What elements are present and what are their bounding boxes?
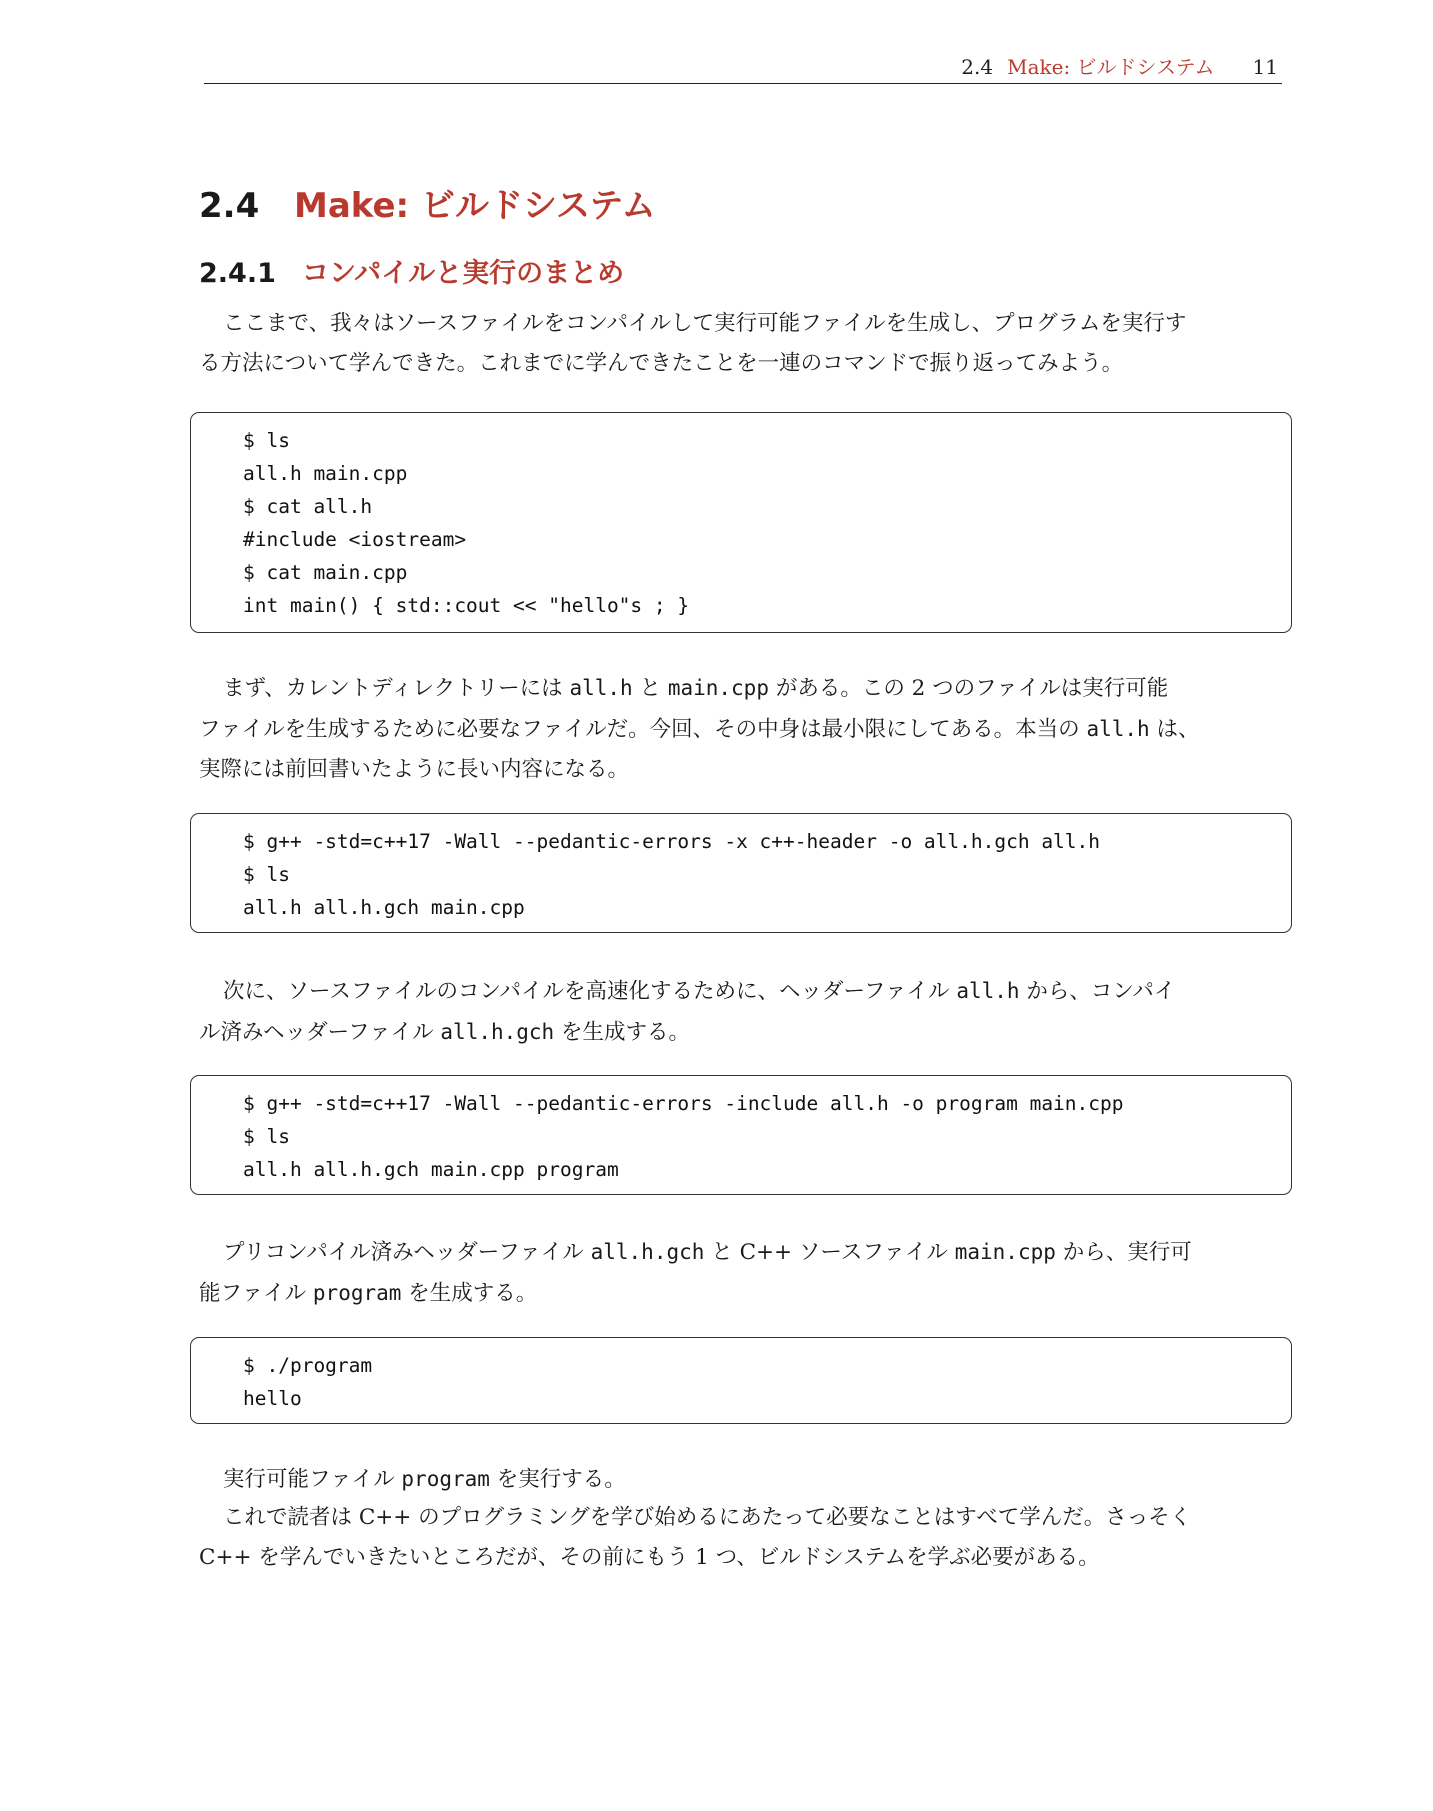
subsection-title: コンパイルと実行のまとめ [302, 258, 625, 289]
code-block-1 [190, 412, 1292, 633]
paragraph-line: ル済みヘッダーファイル all.h.gch を生成する。 [199, 1020, 691, 1045]
paragraph-line: これで読者は C++ のプログラミングを学び始めるにあたって必要なことはすべて学んだ。さっそく [223, 1505, 1192, 1530]
paragraph-line: 能ファイル program を生成する。 [199, 1281, 538, 1306]
inline-code: all.h.gch [440, 1020, 555, 1044]
code-block-3 [190, 1075, 1292, 1195]
code-line: hello [243, 1387, 302, 1410]
header-section-number: 2.4 [961, 55, 994, 79]
header-section-title: Make: ビルドシステム [1007, 55, 1215, 79]
paragraph-line: まず、カレントディレクトリーには all.h と main.cpp がある。この 2 つのファイルは実行可能 [223, 676, 1169, 701]
inline-code: all.h [569, 676, 633, 700]
code-block-2 [190, 813, 1292, 933]
paragraph-intro [199, 304, 1283, 384]
paragraph-line: 実行可能ファイル program を実行する。 [223, 1467, 626, 1492]
inline-code: program [401, 1467, 490, 1491]
paragraph-line: プリコンパイル済みヘッダーファイル all.h.gch と C++ ソースファイル main.cpp から、実行可 [223, 1240, 1192, 1265]
code-line: $ ./program [243, 1354, 373, 1377]
paragraph-line: 実際には前回書いたように長い内容になる。 [199, 757, 630, 782]
inline-code: program [312, 1281, 402, 1305]
section-title: Make: ビルドシステム [294, 186, 656, 226]
code-line: all.h all.h.gch main.cpp [243, 896, 525, 919]
paragraph-line: ファイルを生成するために必要なファイルだ。今回、その中身は最小限にしてある。本当の all.h は、 [199, 717, 1200, 742]
code-line: $ ls [243, 1125, 290, 1148]
code-line: all.h main.cpp [243, 462, 408, 485]
code-line: #include <iostream> [243, 528, 467, 551]
subsection-number: 2.4.1 [199, 258, 276, 289]
subsection-heading [199, 256, 624, 292]
code-block-4 [190, 1337, 1292, 1424]
code-line: $ cat all.h [243, 495, 373, 518]
section-heading [199, 184, 656, 228]
code-line: $ cat main.cpp [243, 561, 408, 584]
inline-code: main.cpp [954, 1240, 1056, 1264]
paragraph-line: 次に、ソースファイルのコンパイルを高速化するために、ヘッダーファイル all.h から、コンパイ [223, 979, 1176, 1004]
running-header [204, 52, 1282, 84]
section-number: 2.4 [199, 186, 260, 226]
code-line: int main() { std::cout << "hello"s ; } [243, 594, 690, 617]
inline-code: all.h.gch [590, 1240, 705, 1264]
page-number: 11 [1252, 55, 1278, 79]
paragraph-compile [199, 1232, 1283, 1314]
code-line: all.h all.h.gch main.cpp program [243, 1158, 619, 1181]
paragraph-line: C++ を学んでいきたいところだが、その前にもう 1 つ、ビルドシステムを学ぶ必要がある。 [199, 1545, 1100, 1570]
code-line: $ g++ -std=c++17 -Wall --pedantic-errors -x c++-header -o all.h.gch all.h [243, 830, 1101, 853]
inline-code: all.h [956, 979, 1020, 1003]
inline-code: all.h [1086, 717, 1150, 741]
paragraph-run [199, 1459, 1283, 1500]
inline-code: main.cpp [667, 676, 769, 700]
paragraph-line: る方法について学んできた。これまでに学んできたことを一連のコマンドで振り返ってみよう。 [199, 351, 1124, 376]
paragraph-line: ここまで、我々はソースファイルをコンパイルして実行可能ファイルを生成し、プログラムを実行す [223, 311, 1187, 336]
code-line: $ ls [243, 429, 290, 452]
paragraph-conclusion [199, 1498, 1283, 1578]
paragraph-precompile [199, 971, 1283, 1053]
code-line: $ g++ -std=c++17 -Wall --pedantic-errors -include all.h -o program main.cpp [243, 1092, 1124, 1115]
paragraph-files [199, 668, 1283, 790]
code-line: $ ls [243, 863, 290, 886]
